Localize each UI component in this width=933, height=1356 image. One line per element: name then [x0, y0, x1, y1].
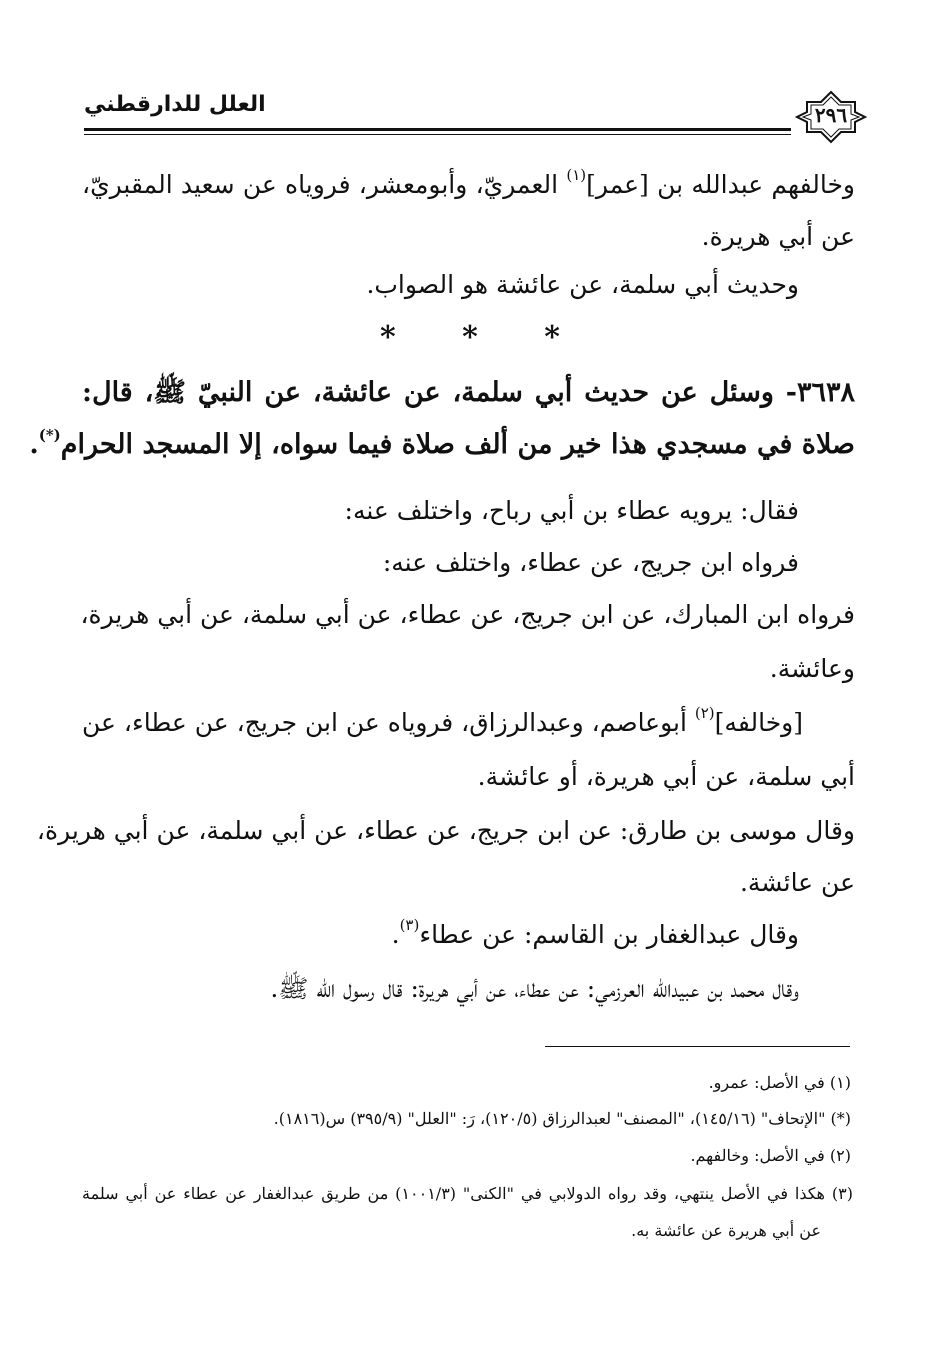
text-line-3: وحديث أبي سلمة، عن عائشة هو الصواب.: [366, 270, 799, 299]
footnote-marker-star: (*): [38, 426, 61, 444]
footnote-marker-2: (٢): [694, 704, 715, 722]
line-segment: العمريّ، وأبومعشر، فروياه عن سعيد المقبريّ،: [82, 170, 559, 199]
full-stop: .: [29, 429, 39, 460]
footnote-separator: [545, 1046, 850, 1047]
hadith-text: صلاة في مسجدي هذا خير من ألف صلاة فيما سواه، إلا المسجد الحرام: [60, 429, 855, 460]
asterisk: *: [462, 320, 478, 355]
line-segment: وقال عبدالغفار بن القاسم: عن عطاء: [419, 920, 799, 949]
bracketed-word: [وخالفه]: [714, 708, 803, 737]
line-segment: وخالفهم عبدالله بن [عمر]: [586, 170, 855, 199]
header-rule: [84, 128, 791, 131]
answer-line-1: فقال: يرويه عطاء بن أبي رباح، واختلف عنه:: [344, 496, 799, 525]
question-heading-line-1: ٣٦٣٨- وسئل عن حديث أبي سلمة، عن عائشة، عن النبيّ ﷺ، قال:: [82, 377, 855, 408]
page-number: ٢٩٦: [814, 103, 848, 127]
asterisk: *: [380, 320, 396, 355]
running-header: [84, 80, 869, 150]
question-heading-line-2: [29, 428, 855, 462]
answer-line-3: فرواه ابن المبارك، عن ابن جريج، عن عطاء، عن أبي سلمة، عن أبي هريرة،: [80, 600, 855, 629]
answer-line-4: وعائشة.: [769, 654, 855, 683]
answer-line-5: [82, 706, 855, 740]
footnote-3: (٣) هكذا في الأصل ينتهي، وقد رواه الدولابي في "الكنى" (١٠٠١/٣) من طريق عبدالغفار عن عطاء عن أبي سلمة: [82, 1184, 853, 1203]
answer-line-2: فرواه ابن جريج، عن عطاء، واختلف عنه:: [382, 548, 799, 577]
answer-line-6: أبي سلمة، عن أبي هريرة، أو عائشة.: [477, 762, 855, 791]
answer-line-10: وقال محمد بن عبيدالله العرزمي: عن عطاء، عن أبي هريرة: قال رسول الله ﷺ.: [270, 974, 799, 1003]
footnote-3-continued: عن أبي هريرة عن عائشة به.: [631, 1221, 821, 1240]
footnote-marker-1: (١): [566, 166, 587, 184]
answer-line-9: وقال عبدالغفار بن القاسم: عن عطاء$^{(٣)}$.: [391, 916, 799, 949]
text-line-2: عن أبي هريرة.: [701, 222, 855, 251]
page-number-badge: [793, 90, 869, 144]
footnote-marker-3: (٣): [399, 916, 420, 934]
asterisk: *: [544, 320, 560, 355]
section-separator: [380, 320, 560, 354]
footnote-2: (٢) في الأصل: وخالفهم.: [690, 1146, 851, 1165]
book-title: العلل للدارقطني: [84, 92, 266, 117]
footnote-star: (*) "الإتحاف" (١٤٥/١٦)، "المصنف" لعبدالرزاق (١٢٠/٥)، رَ: "العلل" (٣٩٥/٩) س(١٨١٦).: [273, 1109, 851, 1128]
line-segment: أبوعاصم، وعبدالرزاق، فروياه عن ابن جريج، عن عطاء، عن: [82, 708, 687, 737]
text-line-1: [82, 168, 855, 202]
footnote-1: (١) في الأصل: عمرو.: [708, 1073, 851, 1092]
answer-line-8: عن عائشة.: [739, 868, 855, 897]
answer-line-7: وقال موسى بن طارق: عن ابن جريج، عن عطاء، عن أبي سلمة، عن أبي هريرة،: [36, 816, 855, 845]
header-rule-thin: [84, 134, 791, 135]
